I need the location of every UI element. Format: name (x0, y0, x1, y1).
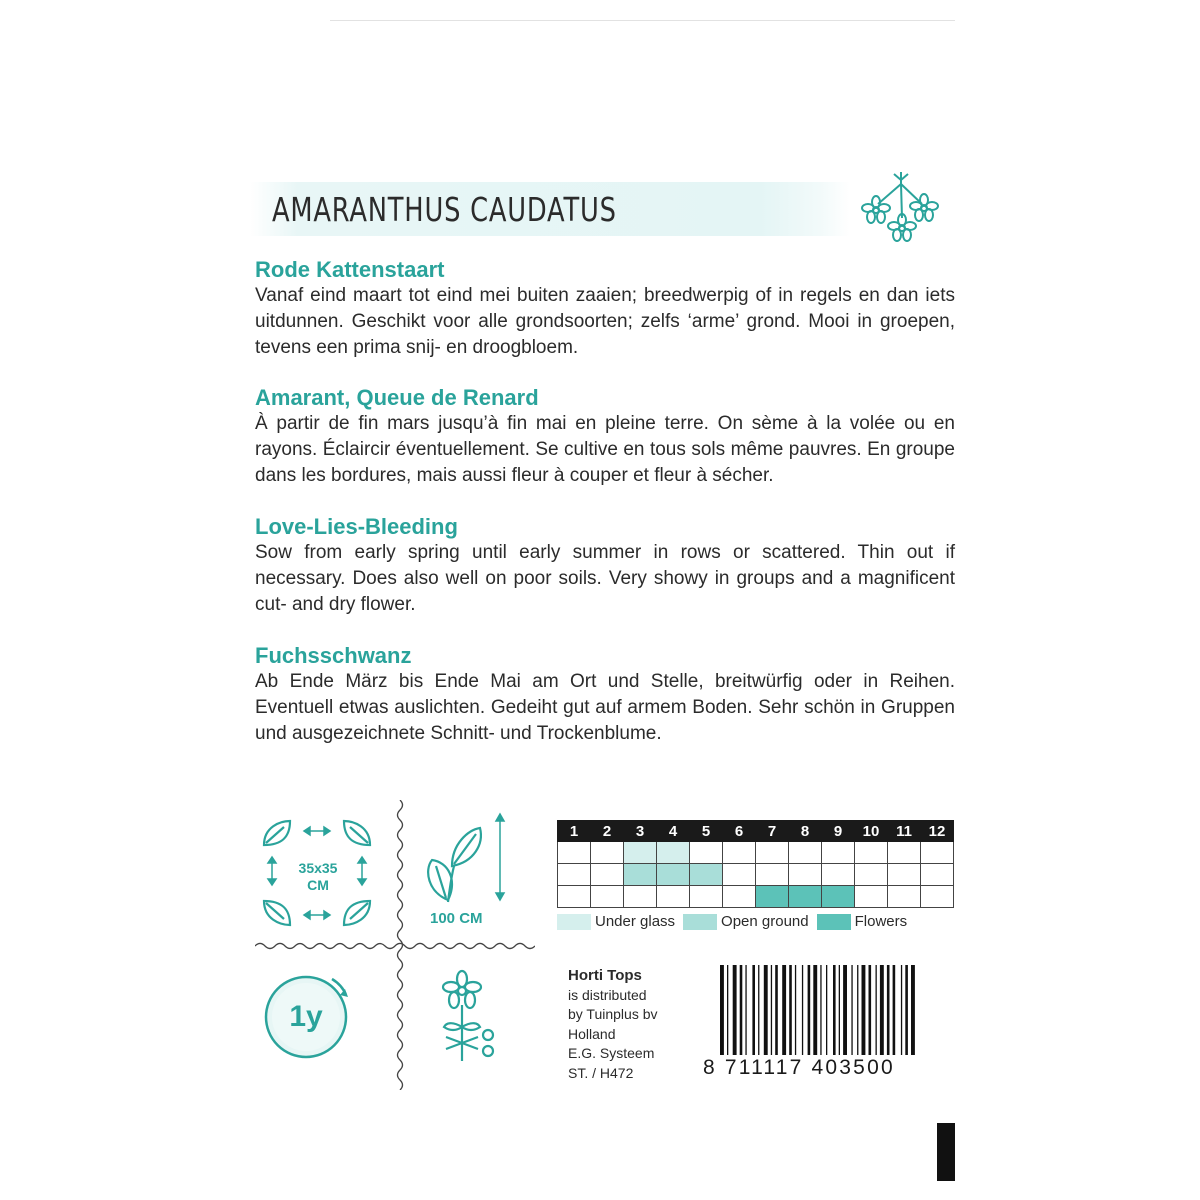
calendar-cell (756, 864, 789, 886)
brand-name: Horti Tops (568, 967, 642, 984)
barcode-bar (839, 965, 840, 1055)
barcode-bar (905, 965, 908, 1055)
calendar-cell (591, 864, 624, 886)
calendar-cell (822, 864, 855, 886)
calendar-cell (822, 886, 855, 908)
section-french (255, 385, 955, 489)
barcode-bar (758, 965, 759, 1055)
calendar-cell (591, 886, 624, 908)
calendar-cell (789, 886, 822, 908)
section-german (255, 643, 955, 747)
top-divider (330, 20, 955, 21)
calendar-cell (624, 842, 657, 864)
distributor-line: Holland (568, 1025, 616, 1042)
barcode-bar (782, 965, 786, 1055)
barcode-bar (901, 965, 902, 1055)
sowing-calendar (557, 820, 954, 908)
barcode-bar (720, 965, 724, 1055)
calendar-cell (921, 864, 954, 886)
month-cell: 1 (558, 821, 591, 842)
calendar-cell (723, 886, 756, 908)
barcode-icon (718, 965, 948, 1055)
month-cell: 6 (723, 821, 756, 842)
section-heading: Fuchsschwanz (255, 643, 412, 668)
legend-label: Open ground (721, 913, 809, 930)
section-body: À partir de fin mars jusqu’à fin mai en pleine terre. On sème à la volée ou en rayons. Éclaircir éventuellement. Se cultive en tous sols même pauvres. En groupe dans les bordures, mais aussi fleur à couper et fleur à sécher. (255, 413, 955, 486)
calendar-cell (690, 864, 723, 886)
barcode-bar (789, 965, 792, 1055)
section-heading: Love-Lies-Bleeding (255, 514, 458, 539)
calendar-cell (624, 886, 657, 908)
barcode-bar (802, 965, 803, 1055)
barcode-bar (893, 965, 896, 1055)
barcode-bar (745, 965, 746, 1055)
barcode-bar (771, 965, 772, 1055)
calendar-cell (657, 886, 690, 908)
distributor-line: by Tuinplus bv (568, 1006, 658, 1022)
section-dutch (255, 257, 955, 361)
section-heading: Rode Kattenstaart (255, 257, 445, 282)
calendar-cell (756, 886, 789, 908)
barcode-bar (820, 965, 821, 1055)
barcode-bar (880, 965, 884, 1055)
calendar-cell (558, 886, 591, 908)
print-mark (937, 1123, 955, 1181)
legend-label: Under glass (595, 913, 676, 930)
calendar-cell (888, 886, 921, 908)
section-body: Ab Ende März bis Ende Mai am Ort und Stelle, breitwürfig oder in Reihen. Eventuell etwas auslichten. Gedeiht gut auf armem Boden. Sehr schön in Gruppen und ausgezeichnete Schnitt- und Trockenblume. (255, 671, 955, 744)
flower-logo-icon (858, 168, 944, 248)
calendar-row-under-glass (558, 842, 954, 864)
month-cell: 5 (690, 821, 723, 842)
spacing-label: 35x35 CM (298, 860, 338, 893)
section-body: Sow from early spring until early summer in rows or scattered. Thin out if necessary. Does also well on poor soils. Very showy in groups and a magnificent cut- and dry flower. (255, 542, 955, 615)
barcode-bar (813, 965, 817, 1055)
calendar-legend (557, 913, 915, 930)
barcode-bar (887, 965, 890, 1055)
month-cell: 11 (888, 821, 921, 842)
barcode-bar (826, 965, 827, 1055)
calendar-cell (723, 864, 756, 886)
calendar-cell (558, 864, 591, 886)
barcode-bar (808, 965, 811, 1055)
legend-swatch-open-ground (683, 914, 717, 930)
plant-height-icon (418, 810, 518, 910)
calendar-cell (657, 842, 690, 864)
calendar-cell (690, 842, 723, 864)
distributor-line: is distributed (568, 986, 647, 1003)
calendar-cell (723, 842, 756, 864)
distributor-info (568, 966, 658, 1083)
calendar-header-row (558, 821, 954, 842)
barcode-bar (764, 965, 768, 1055)
calendar-cell (888, 864, 921, 886)
calendar-row-open-ground (558, 864, 954, 886)
month-cell: 12 (921, 821, 954, 842)
barcode-bar (862, 965, 866, 1055)
section-heading: Amarant, Queue de Renard (255, 385, 539, 410)
calendar-cell (789, 864, 822, 886)
month-cell: 9 (822, 821, 855, 842)
barcode-bar (775, 965, 778, 1055)
calendar-cell (690, 886, 723, 908)
barcode-bar (833, 965, 836, 1055)
distributor-line: E.G. Systeem (568, 1045, 655, 1061)
calendar-cell (558, 842, 591, 864)
barcode-bar (795, 965, 796, 1055)
month-cell: 7 (756, 821, 789, 842)
legend-swatch-flowers (817, 914, 851, 930)
calendar-cell (822, 842, 855, 864)
wavy-divider-horizontal-icon (255, 940, 535, 952)
month-cell: 2 (591, 821, 624, 842)
calendar-row-flowers (558, 886, 954, 908)
barcode-number: 8 711117 403500 (703, 1056, 895, 1079)
calendar-cell (921, 842, 954, 864)
calendar-cell (591, 842, 624, 864)
cut-flower-icon (430, 965, 500, 1065)
calendar-cell (624, 864, 657, 886)
calendar-cell (888, 842, 921, 864)
calendar-cell (855, 886, 888, 908)
species-title: AMARANTHUS CAUDATUS (272, 190, 617, 229)
legend-label: Flowers (854, 913, 908, 930)
barcode-bar (851, 965, 852, 1055)
barcode-bar (911, 965, 915, 1055)
calendar-cell (756, 842, 789, 864)
month-cell: 3 (624, 821, 657, 842)
month-cell: 10 (855, 821, 888, 842)
barcode-bar (752, 965, 755, 1055)
calendar-cell (855, 864, 888, 886)
distributor-line: ST. / H472 (568, 1064, 634, 1081)
barcode-bar (733, 965, 737, 1055)
barcode-bar (740, 965, 743, 1055)
calendar-cell (855, 842, 888, 864)
barcode-bar (843, 965, 847, 1055)
barcode-bar (857, 965, 858, 1055)
legend-swatch-under-glass (557, 914, 591, 930)
calendar-cell (789, 842, 822, 864)
height-label: 100 CM (430, 910, 483, 927)
month-cell: 4 (657, 821, 690, 842)
calendar-cell (657, 864, 690, 886)
section-english (255, 514, 955, 618)
lifecycle-label: 1y (289, 1000, 323, 1033)
section-body: Vanaf eind maart tot eind mei buiten zaaien; breedwerpig of in regels en dan iets uitdunnen. Geschikt voor alle grondsoorten; zelfs ‘arme’ grond. Mooi in groepen, tevens een prima snij- en droogbloem. (255, 285, 955, 358)
month-cell: 8 (789, 821, 822, 842)
barcode-bar (727, 965, 728, 1055)
calendar-cell (921, 886, 954, 908)
barcode-bar (876, 965, 877, 1055)
barcode-bar (869, 965, 872, 1055)
